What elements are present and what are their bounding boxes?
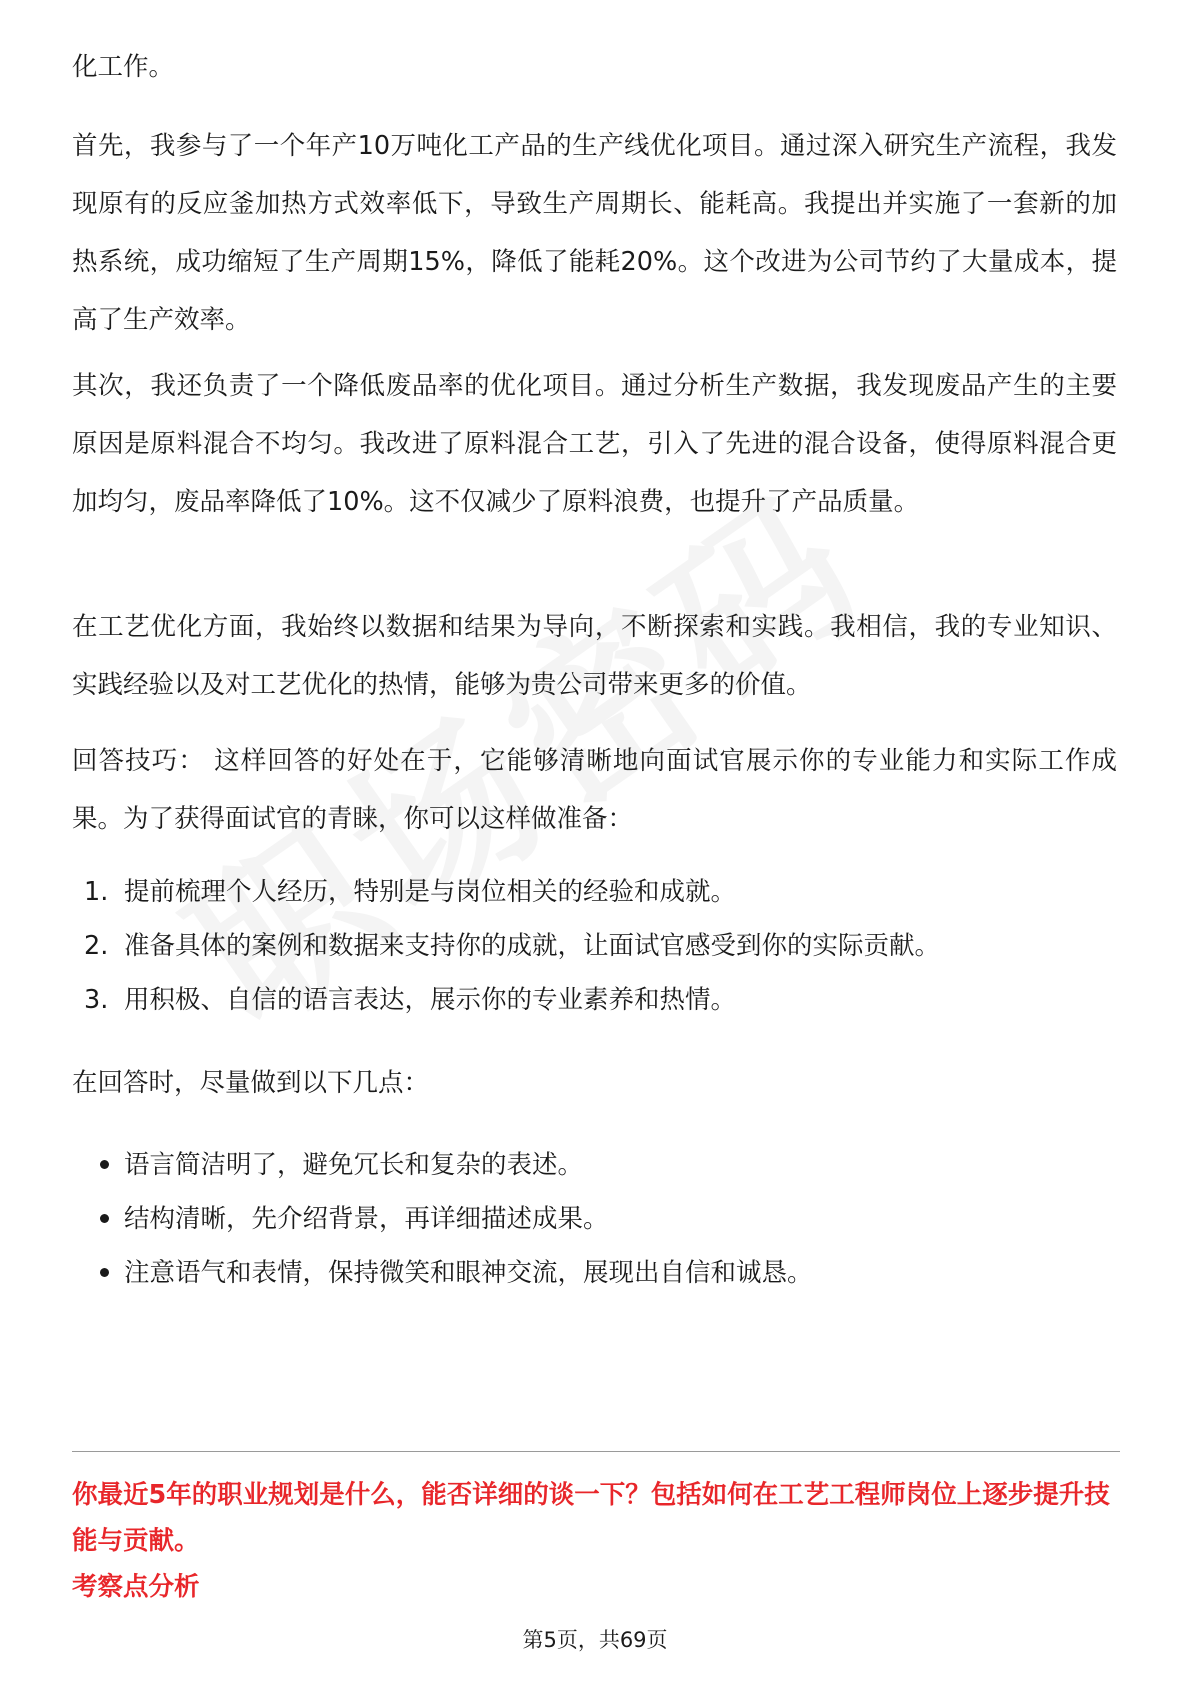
list-item-number: 1. (84, 877, 109, 907)
list-item (72, 865, 1117, 919)
list-item-number: 2. (84, 931, 109, 961)
paragraph-project-one: 首先，我参与了一个年产10万吨化工产品的生产线优化项目。通过深入研究生产流程，我发现原有的反应釜加热方式效率低下，导致生产周期长、能耗高。我提出并实施了一套新的加热系统，成功缩短了生产周期15%，降低了能耗20%。这个改进为公司节约了大量成本，提高了生产效率。 (72, 131, 1117, 335)
list-item-text: 准备具体的案例和数据来支持你的成就，让面试官感受到你的实际贡献。 (124, 931, 941, 961)
list-item (72, 1138, 1117, 1192)
list-item-text: 语言简洁明了，避免冗长和复杂的表述。 (124, 1150, 584, 1180)
list-item-text: 注意语气和表情，保持微笑和眼神交流，展现出自信和诚恳。 (124, 1258, 813, 1288)
bullet-icon (100, 1214, 109, 1223)
list-item (72, 1192, 1117, 1246)
list-item-text: 提前梳理个人经历，特别是与岗位相关的经验和成就。 (124, 877, 737, 907)
bullet-list (72, 1138, 1117, 1300)
list-item-text: 用积极、自信的语言表达，展示你的专业素养和热情。 (124, 985, 737, 1015)
paragraph-answer-points: 在回答时，尽量做到以下几点： (72, 1068, 430, 1098)
paragraph-continuation: 化工作。 (72, 52, 175, 82)
list-item (72, 919, 1117, 973)
page-number-footer: 第5页，共69页 (522, 1628, 668, 1652)
bullet-icon (100, 1268, 109, 1277)
list-item (72, 1246, 1117, 1300)
paragraph-summary: 在工艺优化方面，我始终以数据和结果为导向，不断探索和实践。我相信，我的专业知识、实践经验以及对工艺优化的热情，能够为贵公司带来更多的价值。 (72, 612, 1117, 700)
list-item (72, 973, 1117, 1027)
bullet-icon (100, 1160, 109, 1169)
list-item-text: 结构清晰，先介绍背景，再详细描述成果。 (124, 1204, 609, 1234)
section-heading: 考察点分析 (72, 1572, 200, 1602)
list-item-number: 3. (84, 985, 109, 1015)
paragraph-project-two: 其次，我还负责了一个降低废品率的优化项目。通过分析生产数据，我发现废品产生的主要原因是原料混合不均匀。我改进了原料混合工艺，引入了先进的混合设备，使得原料混合更加均匀，废品率降低了10%。这不仅减少了原料浪费，也提升了产品质量。 (72, 371, 1117, 517)
interview-question: 你最近5年的职业规划是什么，能否详细的谈一下？包括如何在工艺工程师岗位上逐步提升技能与贡献。 (72, 1480, 1110, 1556)
section-divider (72, 1451, 1120, 1452)
paragraph-answer-tips: 回答技巧： 这样回答的好处在于，它能够清晰地向面试官展示你的专业能力和实际工作成果。为了获得面试官的青睐，你可以这样做准备： (72, 746, 1117, 834)
ordered-list (72, 865, 1117, 1027)
